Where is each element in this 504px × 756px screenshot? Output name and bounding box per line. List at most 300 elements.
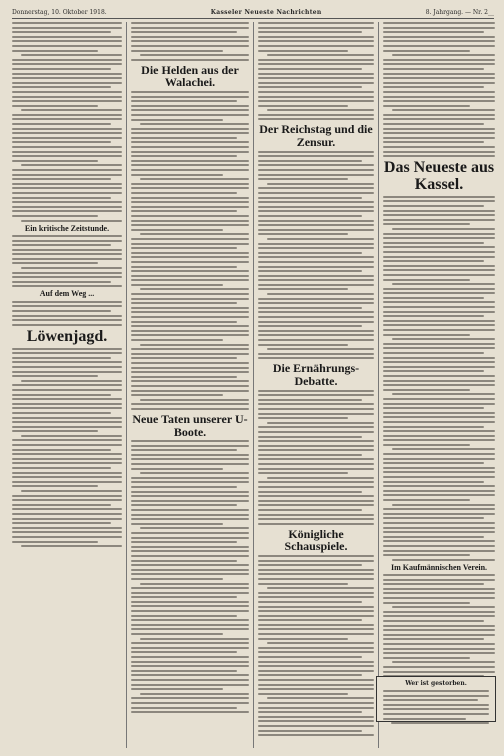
text-line xyxy=(258,596,374,598)
text-line xyxy=(12,536,122,538)
text-line xyxy=(12,508,122,510)
text-line xyxy=(140,583,249,585)
text-line xyxy=(383,223,470,225)
text-line xyxy=(392,559,495,561)
text-line xyxy=(131,385,249,387)
text-line xyxy=(12,324,122,326)
text-line xyxy=(383,265,495,267)
text-line xyxy=(383,141,484,143)
text-line xyxy=(383,554,470,556)
column-rule xyxy=(378,22,379,748)
text-line xyxy=(258,353,374,355)
text-line xyxy=(383,620,484,622)
text-line xyxy=(383,137,495,139)
text-line xyxy=(267,54,374,56)
text-line xyxy=(383,527,495,529)
text-line xyxy=(392,109,495,111)
text-line xyxy=(131,619,249,621)
text-line xyxy=(131,367,249,369)
text-line xyxy=(131,679,249,681)
text-line xyxy=(392,504,495,506)
text-line xyxy=(258,454,362,456)
text-line xyxy=(383,708,489,710)
text-line xyxy=(131,187,249,189)
text-line xyxy=(131,578,223,580)
text-line xyxy=(131,27,249,29)
text-line xyxy=(392,228,495,230)
text-line xyxy=(131,661,249,663)
text-line xyxy=(383,476,495,478)
text-line xyxy=(383,485,495,487)
text-line xyxy=(383,251,495,253)
text-line xyxy=(131,146,249,148)
text-line xyxy=(131,229,223,231)
text-line xyxy=(258,224,374,226)
text-line xyxy=(258,674,362,676)
text-line xyxy=(258,500,374,502)
article-ubote-body xyxy=(131,440,249,713)
text-line xyxy=(258,734,374,736)
text-line xyxy=(131,688,223,690)
text-line xyxy=(383,426,484,428)
text-line xyxy=(258,403,374,405)
text-line xyxy=(131,252,249,254)
text-line xyxy=(131,656,249,658)
text-line xyxy=(392,283,495,285)
text-line xyxy=(140,693,249,695)
text-line xyxy=(131,298,249,300)
text-line xyxy=(258,68,362,70)
text-line xyxy=(131,100,237,102)
text-line xyxy=(383,86,484,88)
text-line xyxy=(383,718,466,720)
text-line xyxy=(383,602,470,604)
text-line xyxy=(131,445,249,447)
text-line xyxy=(131,477,249,479)
text-line xyxy=(12,244,111,246)
text-line xyxy=(131,293,249,295)
text-line xyxy=(12,22,122,24)
text-line xyxy=(258,114,374,116)
text-line xyxy=(12,481,122,483)
text-line xyxy=(21,109,122,111)
text-line xyxy=(131,541,237,543)
text-line xyxy=(383,320,495,322)
text-line xyxy=(21,545,122,547)
text-line xyxy=(131,523,223,525)
text-line xyxy=(131,284,223,286)
text-line xyxy=(131,440,249,442)
text-line xyxy=(258,638,348,640)
text-line xyxy=(383,430,495,432)
text-line xyxy=(383,611,495,613)
text-line xyxy=(131,59,249,61)
text-line xyxy=(12,210,122,212)
text-line xyxy=(258,560,374,562)
text-line xyxy=(258,394,374,396)
text-line xyxy=(131,697,249,699)
text-line xyxy=(383,583,484,585)
text-line xyxy=(131,376,237,378)
text-line xyxy=(258,105,348,107)
text-line xyxy=(131,36,249,38)
text-line xyxy=(383,73,495,75)
text-line xyxy=(131,605,249,607)
text-line xyxy=(12,45,122,47)
text-line xyxy=(383,403,495,405)
text-line xyxy=(12,137,122,139)
text-line xyxy=(131,40,249,42)
text-line xyxy=(258,330,374,332)
text-line xyxy=(131,256,249,258)
text-line xyxy=(267,587,374,589)
headline-zeitstunde: Ein kritische Zeitstunde. xyxy=(24,223,110,233)
text-line xyxy=(383,151,495,153)
text-line xyxy=(383,315,484,317)
text-line xyxy=(258,486,374,488)
text-line xyxy=(258,50,348,52)
column-rule xyxy=(253,22,254,748)
text-line xyxy=(383,366,495,368)
text-line xyxy=(258,174,374,176)
text-line xyxy=(258,408,374,410)
text-line xyxy=(131,665,249,667)
text-line xyxy=(131,206,249,208)
text-line xyxy=(258,730,362,732)
text-line xyxy=(383,63,495,65)
text-line xyxy=(12,174,122,176)
text-line xyxy=(383,45,495,47)
text-line xyxy=(131,279,249,281)
text-line xyxy=(383,550,495,552)
headline-schauspiele: Königliche Schauspiele. xyxy=(284,526,348,554)
text-line xyxy=(383,91,495,93)
text-line xyxy=(258,628,374,630)
text-line xyxy=(383,462,484,464)
text-line xyxy=(258,325,362,327)
text-line xyxy=(391,722,489,724)
text-line xyxy=(131,509,249,511)
header-date: Donnerstag, 10. Oktober 1918. xyxy=(12,8,107,16)
text-line xyxy=(383,481,484,483)
text-line xyxy=(21,54,122,56)
text-line xyxy=(140,178,249,180)
text-line xyxy=(12,421,122,423)
text-line xyxy=(267,642,374,644)
text-line xyxy=(258,509,362,511)
text-line xyxy=(267,697,374,699)
text-line xyxy=(131,238,249,240)
text-line xyxy=(12,187,122,189)
text-line xyxy=(131,164,249,166)
text-line xyxy=(131,546,249,548)
text-line xyxy=(258,472,348,474)
page-header xyxy=(12,6,494,19)
text-line xyxy=(383,361,495,363)
text-line xyxy=(383,205,484,207)
text-line xyxy=(258,302,374,304)
text-line xyxy=(383,256,495,258)
text-line xyxy=(383,634,495,636)
text-line xyxy=(131,481,249,483)
text-line xyxy=(392,606,495,608)
text-line xyxy=(131,555,249,557)
notice-box xyxy=(376,676,496,722)
text-line xyxy=(131,45,249,47)
text-line xyxy=(12,155,122,157)
text-line xyxy=(131,22,249,24)
text-line xyxy=(131,684,249,686)
text-line xyxy=(12,495,122,497)
text-line xyxy=(258,59,374,61)
text-line xyxy=(131,316,249,318)
text-line xyxy=(258,468,374,470)
text-line xyxy=(383,615,495,617)
text-line xyxy=(267,422,374,424)
text-line xyxy=(131,105,249,107)
text-line xyxy=(131,210,237,212)
text-line xyxy=(131,339,223,341)
headline-ubote: Neue Taten unserer U-Boote. xyxy=(132,411,248,439)
text-line xyxy=(12,426,122,428)
text-line xyxy=(131,707,237,709)
text-line xyxy=(131,321,237,323)
text-line xyxy=(258,169,374,171)
text-line xyxy=(131,468,223,470)
text-line xyxy=(258,187,374,189)
text-line xyxy=(258,390,374,392)
text-line xyxy=(12,123,111,125)
text-line xyxy=(131,128,249,130)
text-line xyxy=(258,206,374,208)
text-line xyxy=(258,688,374,690)
text-line xyxy=(12,240,122,242)
text-line xyxy=(258,27,374,29)
text-line xyxy=(392,54,495,56)
text-line xyxy=(131,155,237,157)
text-line xyxy=(12,499,122,501)
text-line xyxy=(140,527,249,529)
text-line xyxy=(131,532,249,534)
text-line xyxy=(12,141,111,143)
text-line xyxy=(258,344,348,346)
text-line xyxy=(258,96,374,98)
text-line xyxy=(383,695,489,697)
text-line xyxy=(258,118,374,120)
text-line xyxy=(131,160,249,162)
text-line xyxy=(12,183,122,185)
article-loewenjagd-body xyxy=(12,348,122,548)
text-line xyxy=(258,210,374,212)
text-line xyxy=(12,258,122,260)
text-line xyxy=(383,666,495,668)
text-line xyxy=(258,233,348,235)
text-line xyxy=(383,398,495,400)
text-line xyxy=(131,109,249,111)
text-line xyxy=(383,357,495,359)
text-line xyxy=(258,684,374,686)
text-line xyxy=(258,31,362,33)
text-line xyxy=(383,27,495,29)
text-line xyxy=(258,707,374,709)
text-line xyxy=(131,348,249,350)
text-line xyxy=(383,690,489,692)
article-right-top-body xyxy=(383,22,495,157)
text-line xyxy=(12,272,122,274)
text-line xyxy=(258,440,374,442)
text-line xyxy=(12,407,122,409)
text-line xyxy=(383,531,495,533)
text-line xyxy=(12,467,111,469)
text-line xyxy=(383,499,470,501)
text-line xyxy=(12,513,122,515)
text-line xyxy=(258,201,374,203)
text-line xyxy=(258,197,362,199)
text-line xyxy=(258,436,362,438)
text-line xyxy=(258,693,348,695)
text-line xyxy=(258,592,374,594)
text-line xyxy=(383,444,470,446)
text-line xyxy=(131,261,249,263)
text-line xyxy=(12,458,122,460)
notice-title: Wer ist gestorben. xyxy=(405,680,467,687)
text-line xyxy=(258,665,374,667)
headline-walachei: Die Helden aus der Walachei. xyxy=(141,62,239,90)
text-line xyxy=(131,702,249,704)
text-line xyxy=(258,601,362,603)
text-line xyxy=(258,399,362,401)
text-line xyxy=(12,235,122,237)
text-line xyxy=(258,91,374,93)
text-line xyxy=(12,310,111,312)
text-line xyxy=(131,311,249,313)
text-line xyxy=(267,477,374,479)
text-line xyxy=(383,233,495,235)
text-line xyxy=(383,297,484,299)
article-weg-body xyxy=(12,301,122,326)
text-line xyxy=(131,114,249,116)
text-line xyxy=(383,269,495,271)
article-kassel-body xyxy=(383,196,495,561)
text-line xyxy=(392,661,495,663)
headline-verein: Im Kaufmännischen Verein. xyxy=(390,562,488,572)
text-line xyxy=(12,215,98,217)
text-line xyxy=(383,68,484,70)
text-line xyxy=(131,592,249,594)
text-line xyxy=(140,54,249,56)
text-line xyxy=(131,651,237,653)
text-line xyxy=(383,574,495,576)
text-line xyxy=(383,59,495,61)
text-line xyxy=(258,670,374,672)
text-line xyxy=(383,380,495,382)
text-line xyxy=(131,371,249,373)
text-line xyxy=(258,73,374,75)
text-line xyxy=(383,648,495,650)
text-line xyxy=(258,615,374,617)
text-line xyxy=(131,215,249,217)
text-line xyxy=(12,82,122,84)
text-line xyxy=(383,458,495,460)
text-line xyxy=(12,253,122,255)
headline-reichstag: Der Reichstag und die Zensur. xyxy=(259,122,373,150)
text-line xyxy=(131,403,249,405)
text-line xyxy=(383,412,495,414)
text-line xyxy=(392,338,495,340)
text-line xyxy=(131,275,249,277)
text-line xyxy=(383,118,495,120)
article-zeitstunde-body xyxy=(12,235,122,288)
text-line xyxy=(12,262,98,264)
text-line xyxy=(383,389,470,391)
text-line xyxy=(12,527,122,529)
text-line xyxy=(258,321,374,323)
text-line xyxy=(21,490,122,492)
text-line xyxy=(258,311,374,313)
text-line xyxy=(383,77,495,79)
text-line xyxy=(258,22,374,24)
text-line xyxy=(383,522,495,524)
text-line xyxy=(12,276,122,278)
text-line xyxy=(383,50,470,52)
text-line xyxy=(131,330,249,332)
text-line xyxy=(131,504,237,506)
text-line xyxy=(258,288,348,290)
text-line xyxy=(12,63,122,65)
text-line xyxy=(383,713,489,715)
text-line xyxy=(383,288,495,290)
text-line xyxy=(258,160,362,162)
text-line xyxy=(21,164,122,166)
text-line xyxy=(131,596,237,598)
text-line xyxy=(258,578,374,580)
text-line xyxy=(12,305,122,307)
text-line xyxy=(12,151,122,153)
text-line xyxy=(258,583,348,585)
text-line xyxy=(383,375,495,377)
text-line xyxy=(131,169,249,171)
text-line xyxy=(12,100,122,102)
text-line xyxy=(131,183,249,185)
text-line xyxy=(258,716,374,718)
column-1 xyxy=(12,22,122,748)
article-ernaehrung-body xyxy=(258,390,374,525)
text-line xyxy=(258,413,374,415)
text-line xyxy=(12,249,122,251)
text-line xyxy=(258,192,374,194)
article-schauspiele-body xyxy=(258,555,374,736)
text-line xyxy=(131,266,237,268)
text-line xyxy=(131,587,249,589)
text-line xyxy=(12,412,111,414)
text-line xyxy=(267,293,374,295)
text-line xyxy=(383,579,495,581)
text-line xyxy=(131,151,249,153)
text-line xyxy=(131,132,249,134)
text-line xyxy=(383,301,495,303)
text-line xyxy=(131,615,237,617)
text-line xyxy=(12,361,122,363)
text-line xyxy=(383,329,495,331)
text-line xyxy=(258,449,374,451)
text-line xyxy=(258,266,374,268)
text-line xyxy=(131,537,249,539)
text-line xyxy=(258,481,374,483)
text-line xyxy=(12,449,111,451)
text-line xyxy=(383,260,484,262)
text-line xyxy=(383,114,495,116)
text-line xyxy=(383,242,484,244)
